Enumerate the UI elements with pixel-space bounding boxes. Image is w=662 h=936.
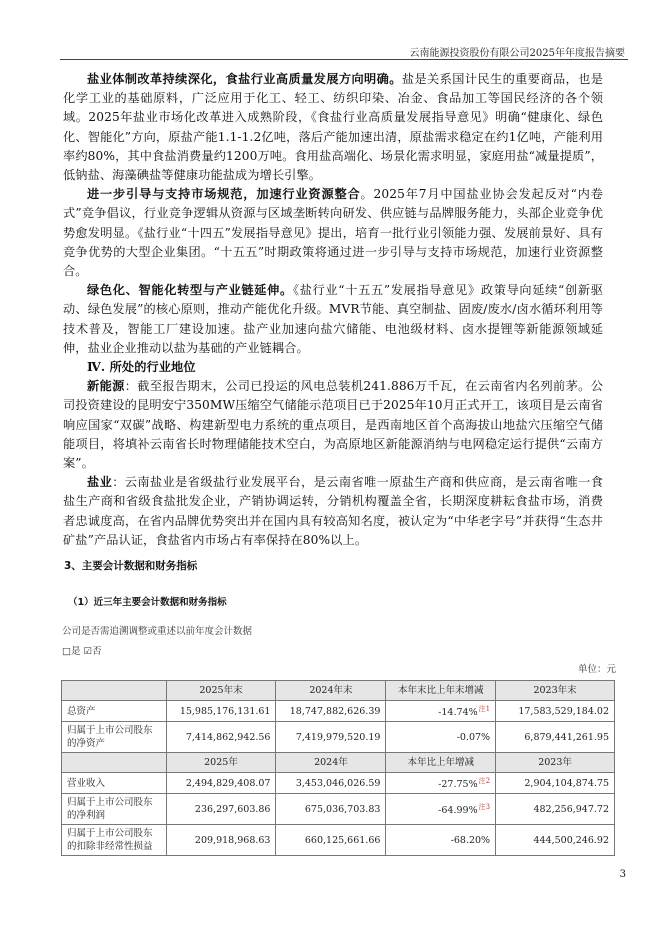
value-cell: 2,494,829,408.07: [166, 773, 276, 794]
text-salt-industry: ：云南盐业是省级盐行业发展平台，是云南省唯一原盐生产商和供应商，是云南省唯一食盐生产商和省级食盐批发企业，产销协调运转，分销机构覆盖全省，长期深度耕耘食盐市场，消费者忠诚度高，在省内品牌优势突出并在国内具有较高知名度，被认定为“中华老字号”并获得“生态井矿盐”产品认证，食盐省内市场占有率保持在80%以上。: [63, 475, 603, 547]
industry-position-heading: Ⅳ. 所处的行业地位: [87, 360, 196, 375]
heading-new-energy: 新能源: [87, 379, 125, 394]
text-new-energy: ：截至报告期末，公司已投运的风电总装机241.886万千瓦，在云南省内名列前茅。公司投资建设的昆明安宁350MW压缩空气储能示范项目已于2025年10月正式开工，该项目是云南省响应国家“双碳”战略、构建新型电力系统的重点项目，是西南地区首个高海拔山地盐穴压缩空气储能项目，将填补云南省长时物理储能技术空白，为高原地区新能源消纳与电网稳定运行提供“云南方案”。: [63, 379, 603, 471]
change-cell: [386, 794, 496, 825]
financial-table: [61, 680, 615, 856]
value-cell: 7,419,979,520.19: [276, 722, 386, 753]
header-cell: 2024年末: [276, 681, 386, 701]
value-cell: 3,453,046,026.59: [276, 773, 386, 794]
text-green-transition: 《盐行业“十五五”发展指导意见》政策导向延续“创新驱动、绿色发展”的核心原则，推动产能优化升级。MVR节能、真空制盐、固废/废水/卤水循环利用等技术普及，智能工厂建设加速。盐产业加速向盐穴储能、电池级材料、卤水提锂等新能源领域延伸，盐业企业推动以盐为基础的产业链耦合。: [63, 283, 603, 355]
text-salt-reform: 盐是关系国计民生的重要商品，也是化学工业的基础原料，广泛应用于化工、轻工、纺织印染、冶金、食品加工等国民经济的各个领域。2025年盐业市场化改革进入成熟阶段，《食盐行业高质量发展指导意见》明确“健康化、绿色化、智能化”方向，原盐产能1.1-1.2亿吨，落后产能加速出清，原盐需求稳定在约1亿吨，产能利用率约80%，其中食盐消费量约1200万吨。食用盐高端化、场景化需求明显，家庭用盐“减量提质”，低钠盐、海藻碘盐等健康功能盐成为增长引擎。: [63, 72, 604, 183]
header-cell: 本年末比上年末增减: [386, 681, 496, 701]
page-number: 3: [619, 869, 626, 880]
section-title: 3、主要会计数据和财务指标: [64, 560, 198, 572]
change-cell: [386, 701, 496, 722]
table-row: [62, 773, 615, 794]
value-cell: 236,297,603.86: [166, 794, 276, 825]
change-cell: [386, 773, 496, 794]
paragraph-salt-reform: [63, 70, 603, 185]
value-cell: 18,747,882,626.39: [276, 701, 386, 722]
header-cell: 2023年: [496, 753, 615, 773]
row-label: 营业收入: [62, 773, 167, 794]
value-cell: 15,985,176,131.61: [166, 701, 276, 722]
header-cell: 2025年末: [166, 681, 276, 701]
value-cell: 6,879,441,261.95: [496, 722, 615, 753]
table-row: [62, 722, 615, 753]
restatement-question: 公司是否需追溯调整或重述以前年度会计数据: [62, 626, 253, 637]
row-label: 归属于上市公司股东的净利润: [62, 794, 167, 825]
header-divider: [60, 59, 628, 60]
row-label: 总资产: [62, 701, 167, 722]
industry-text: [63, 70, 603, 550]
header-cell: 2023年末: [496, 681, 615, 701]
change-value: -64.99%: [438, 805, 478, 817]
value-cell: 17,583,529,184.02: [496, 701, 615, 722]
restatement-checkboxes: □是 ☑否: [62, 646, 102, 657]
paragraph-salt-industry: [63, 473, 603, 550]
paragraph-green-transition: [63, 281, 603, 358]
section-subtitle: （1）近三年主要会计数据和财务指标: [68, 597, 227, 608]
change-cell: -0.07%: [386, 722, 496, 753]
paragraph-new-energy: [63, 377, 603, 473]
value-cell: 2,904,104,874.75: [496, 773, 615, 794]
table-header-row: [62, 753, 615, 773]
value-cell: 209,918,968.63: [166, 825, 276, 856]
table-row: [62, 794, 615, 825]
heading-market-regulation: 进一步引导与支持市场规范，加速行业资源整合: [87, 187, 361, 202]
table-header-row: [62, 681, 615, 701]
change-value: -27.75%: [438, 779, 478, 791]
unit-label: 单位：元: [577, 664, 616, 675]
heading-salt-reform: 盐业体制改革持续深化，食盐行业高质量发展方向明确。: [87, 72, 402, 86]
change-value: -14.74%: [438, 707, 478, 719]
change-cell: -68.20%: [386, 825, 496, 856]
paragraph-market-regulation: [63, 185, 603, 281]
value-cell: 675,036,703.83: [276, 794, 386, 825]
heading-green-transition: 绿色化、智能化转型与产业链延伸。: [87, 283, 293, 298]
footnote-marker[interactable]: 注3: [478, 803, 491, 812]
table-row: [62, 825, 615, 856]
heading-salt-industry: 盐业: [87, 475, 113, 490]
row-label: 归属于上市公司股东的净资产: [62, 722, 167, 753]
value-cell: 660,125,661.66: [276, 825, 386, 856]
text-market-regulation: 。2025年7月中国盐业协会发起反对“内卷式”竞争倡议，行业竞争逻辑从资源与区域垄断转向研发、供应链与品牌服务能力，头部企业竞争优势愈发明显。《盐行业“十四五”发展指导意见》提出，培育一批行业引领能力强、发展前景好、具有竞争优势的大型企业集团。“十五五”时期政策将通过进一步引导与支持市场规范，加速行业资源整合。: [63, 187, 603, 279]
value-cell: 444,500,246.92: [496, 825, 615, 856]
header-cell: [62, 753, 167, 773]
value-cell: 482,256,947.72: [496, 794, 615, 825]
header-cell: [62, 681, 167, 701]
header-cell: 2025年: [166, 753, 276, 773]
row-label: 归属于上市公司股东的扣除非经常性损益: [62, 825, 167, 856]
header-cell: 2024年: [276, 753, 386, 773]
report-header: 云南能源投资股份有限公司2025年年度报告摘要: [409, 48, 625, 59]
footnote-marker[interactable]: 注1: [478, 705, 491, 713]
footnote-marker[interactable]: 注2: [478, 777, 491, 786]
header-cell: 本年比上年增减: [386, 753, 496, 773]
value-cell: 7,414,862,942.56: [166, 722, 276, 753]
table-row: [62, 701, 615, 722]
